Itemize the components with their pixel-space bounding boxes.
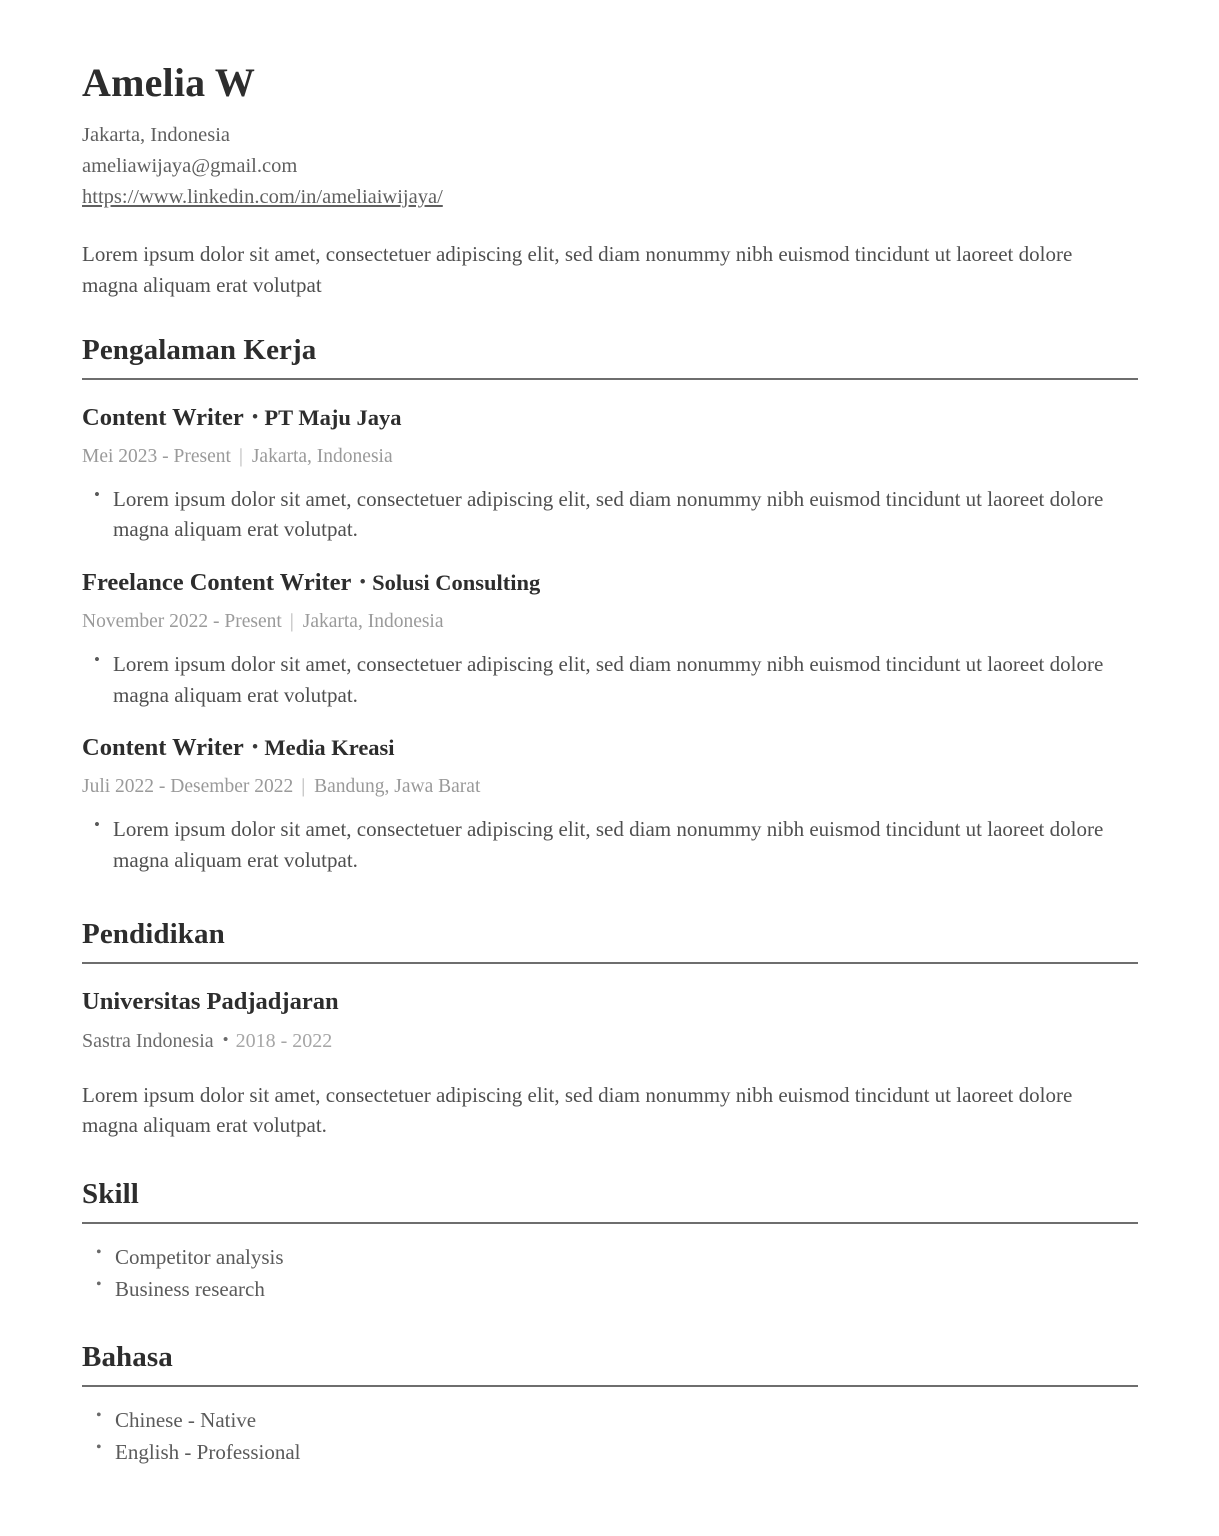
candidate-name: Amelia W	[82, 60, 256, 105]
bahasa-list	[82, 1405, 1139, 1469]
meta-pipe-separator: |	[301, 775, 306, 797]
section-experience	[82, 335, 1139, 875]
experience-location: Jakarta, Indonesia	[251, 445, 393, 467]
education-meta	[82, 1029, 1139, 1053]
experience-meta	[82, 610, 1139, 633]
experience-role: Content Writer	[82, 403, 244, 431]
section-divider	[82, 1385, 1138, 1387]
education-major: Sastra Indonesia	[82, 1029, 214, 1052]
experience-role: Freelance Content Writer	[82, 568, 352, 596]
list-item: • Competitor analysis	[82, 1242, 1139, 1274]
experience-role: Content Writer	[82, 733, 244, 761]
experience-company: PT Maju Jaya	[264, 404, 402, 430]
experience-entry	[82, 734, 1139, 875]
experience-bullet: • Lorem ipsum dolor sit amet, consectetuer adipiscing elit, sed diam nonummy nibh euismod tincidunt ut laoreet dolore magna aliquam erat volutpat.	[82, 649, 1139, 709]
experience-bullet: • Lorem ipsum dolor sit amet, consectetuer adipiscing elit, sed diam nonummy nibh euismod tincidunt ut laoreet dolore magna aliquam erat volutpat.	[82, 484, 1139, 544]
section-title-bahasa: Bahasa	[82, 1340, 173, 1373]
contact-email: ameliawijaya@gmail.com	[82, 155, 298, 178]
experience-company: Media Kreasi	[264, 734, 395, 760]
experience-bullet-list	[82, 814, 1139, 874]
experience-bullet-list	[82, 484, 1139, 544]
list-item: • Business research	[82, 1274, 1139, 1306]
meta-pipe-separator: |	[238, 445, 243, 467]
resume-header	[82, 62, 1139, 301]
experience-company: Solusi Consulting	[372, 569, 541, 595]
experience-entry	[82, 569, 1139, 710]
section-title-experience: Pengalaman Kerja	[82, 333, 317, 366]
experience-entry	[82, 404, 1139, 545]
bullet-separator-icon: •	[359, 571, 367, 593]
bullet-separator-icon: •	[222, 1029, 229, 1049]
section-skill	[82, 1179, 1139, 1306]
experience-dates: Mei 2023 - Present	[82, 445, 231, 467]
education-school: Universitas Padjadjaran	[82, 987, 339, 1015]
profile-summary: Lorem ipsum dolor sit amet, consectetuer adipiscing elit, sed diam nonummy nibh euismod tincidunt ut laoreet dolore magna aliquam erat volutpat	[82, 242, 1073, 298]
experience-entry-heading	[82, 404, 1139, 432]
section-title-skill: Skill	[82, 1178, 139, 1211]
experience-meta	[82, 775, 1139, 798]
meta-pipe-separator: |	[289, 610, 294, 632]
section-bahasa	[82, 1342, 1139, 1469]
section-divider	[82, 1222, 1138, 1224]
experience-location: Jakarta, Indonesia	[302, 610, 444, 632]
experience-dates: Juli 2022 - Desember 2022	[82, 775, 294, 797]
contact-location: Jakarta, Indonesia	[82, 124, 230, 146]
experience-bullet-list	[82, 649, 1139, 709]
contact-linkedin-link[interactable]: https://www.linkedin.com/in/ameliaiwijaya/	[82, 186, 443, 209]
education-years: 2018 - 2022	[235, 1029, 333, 1052]
section-divider	[82, 378, 1138, 380]
experience-dates: November 2022 - Present	[82, 610, 282, 632]
section-title-education: Pendidikan	[82, 917, 225, 950]
experience-bullet: • Lorem ipsum dolor sit amet, consectetuer adipiscing elit, sed diam nonummy nibh euismod tincidunt ut laoreet dolore magna aliquam erat volutpat.	[82, 814, 1139, 874]
section-divider	[82, 962, 1138, 964]
education-description: Lorem ipsum dolor sit amet, consectetuer adipiscing elit, sed diam nonummy nibh euismod tincidunt ut laoreet dolore magna aliquam erat volutpat.	[82, 1082, 1073, 1138]
list-item: • English - Professional	[82, 1437, 1139, 1469]
list-item: • Chinese - Native	[82, 1405, 1139, 1437]
section-education	[82, 919, 1139, 1141]
bullet-separator-icon: •	[251, 736, 259, 758]
experience-meta	[82, 445, 1139, 468]
experience-entry-heading	[82, 569, 1139, 597]
skill-list	[82, 1242, 1139, 1306]
experience-entry-heading	[82, 734, 1139, 762]
experience-location: Bandung, Jawa Barat	[314, 775, 481, 797]
bullet-separator-icon: •	[251, 406, 259, 428]
